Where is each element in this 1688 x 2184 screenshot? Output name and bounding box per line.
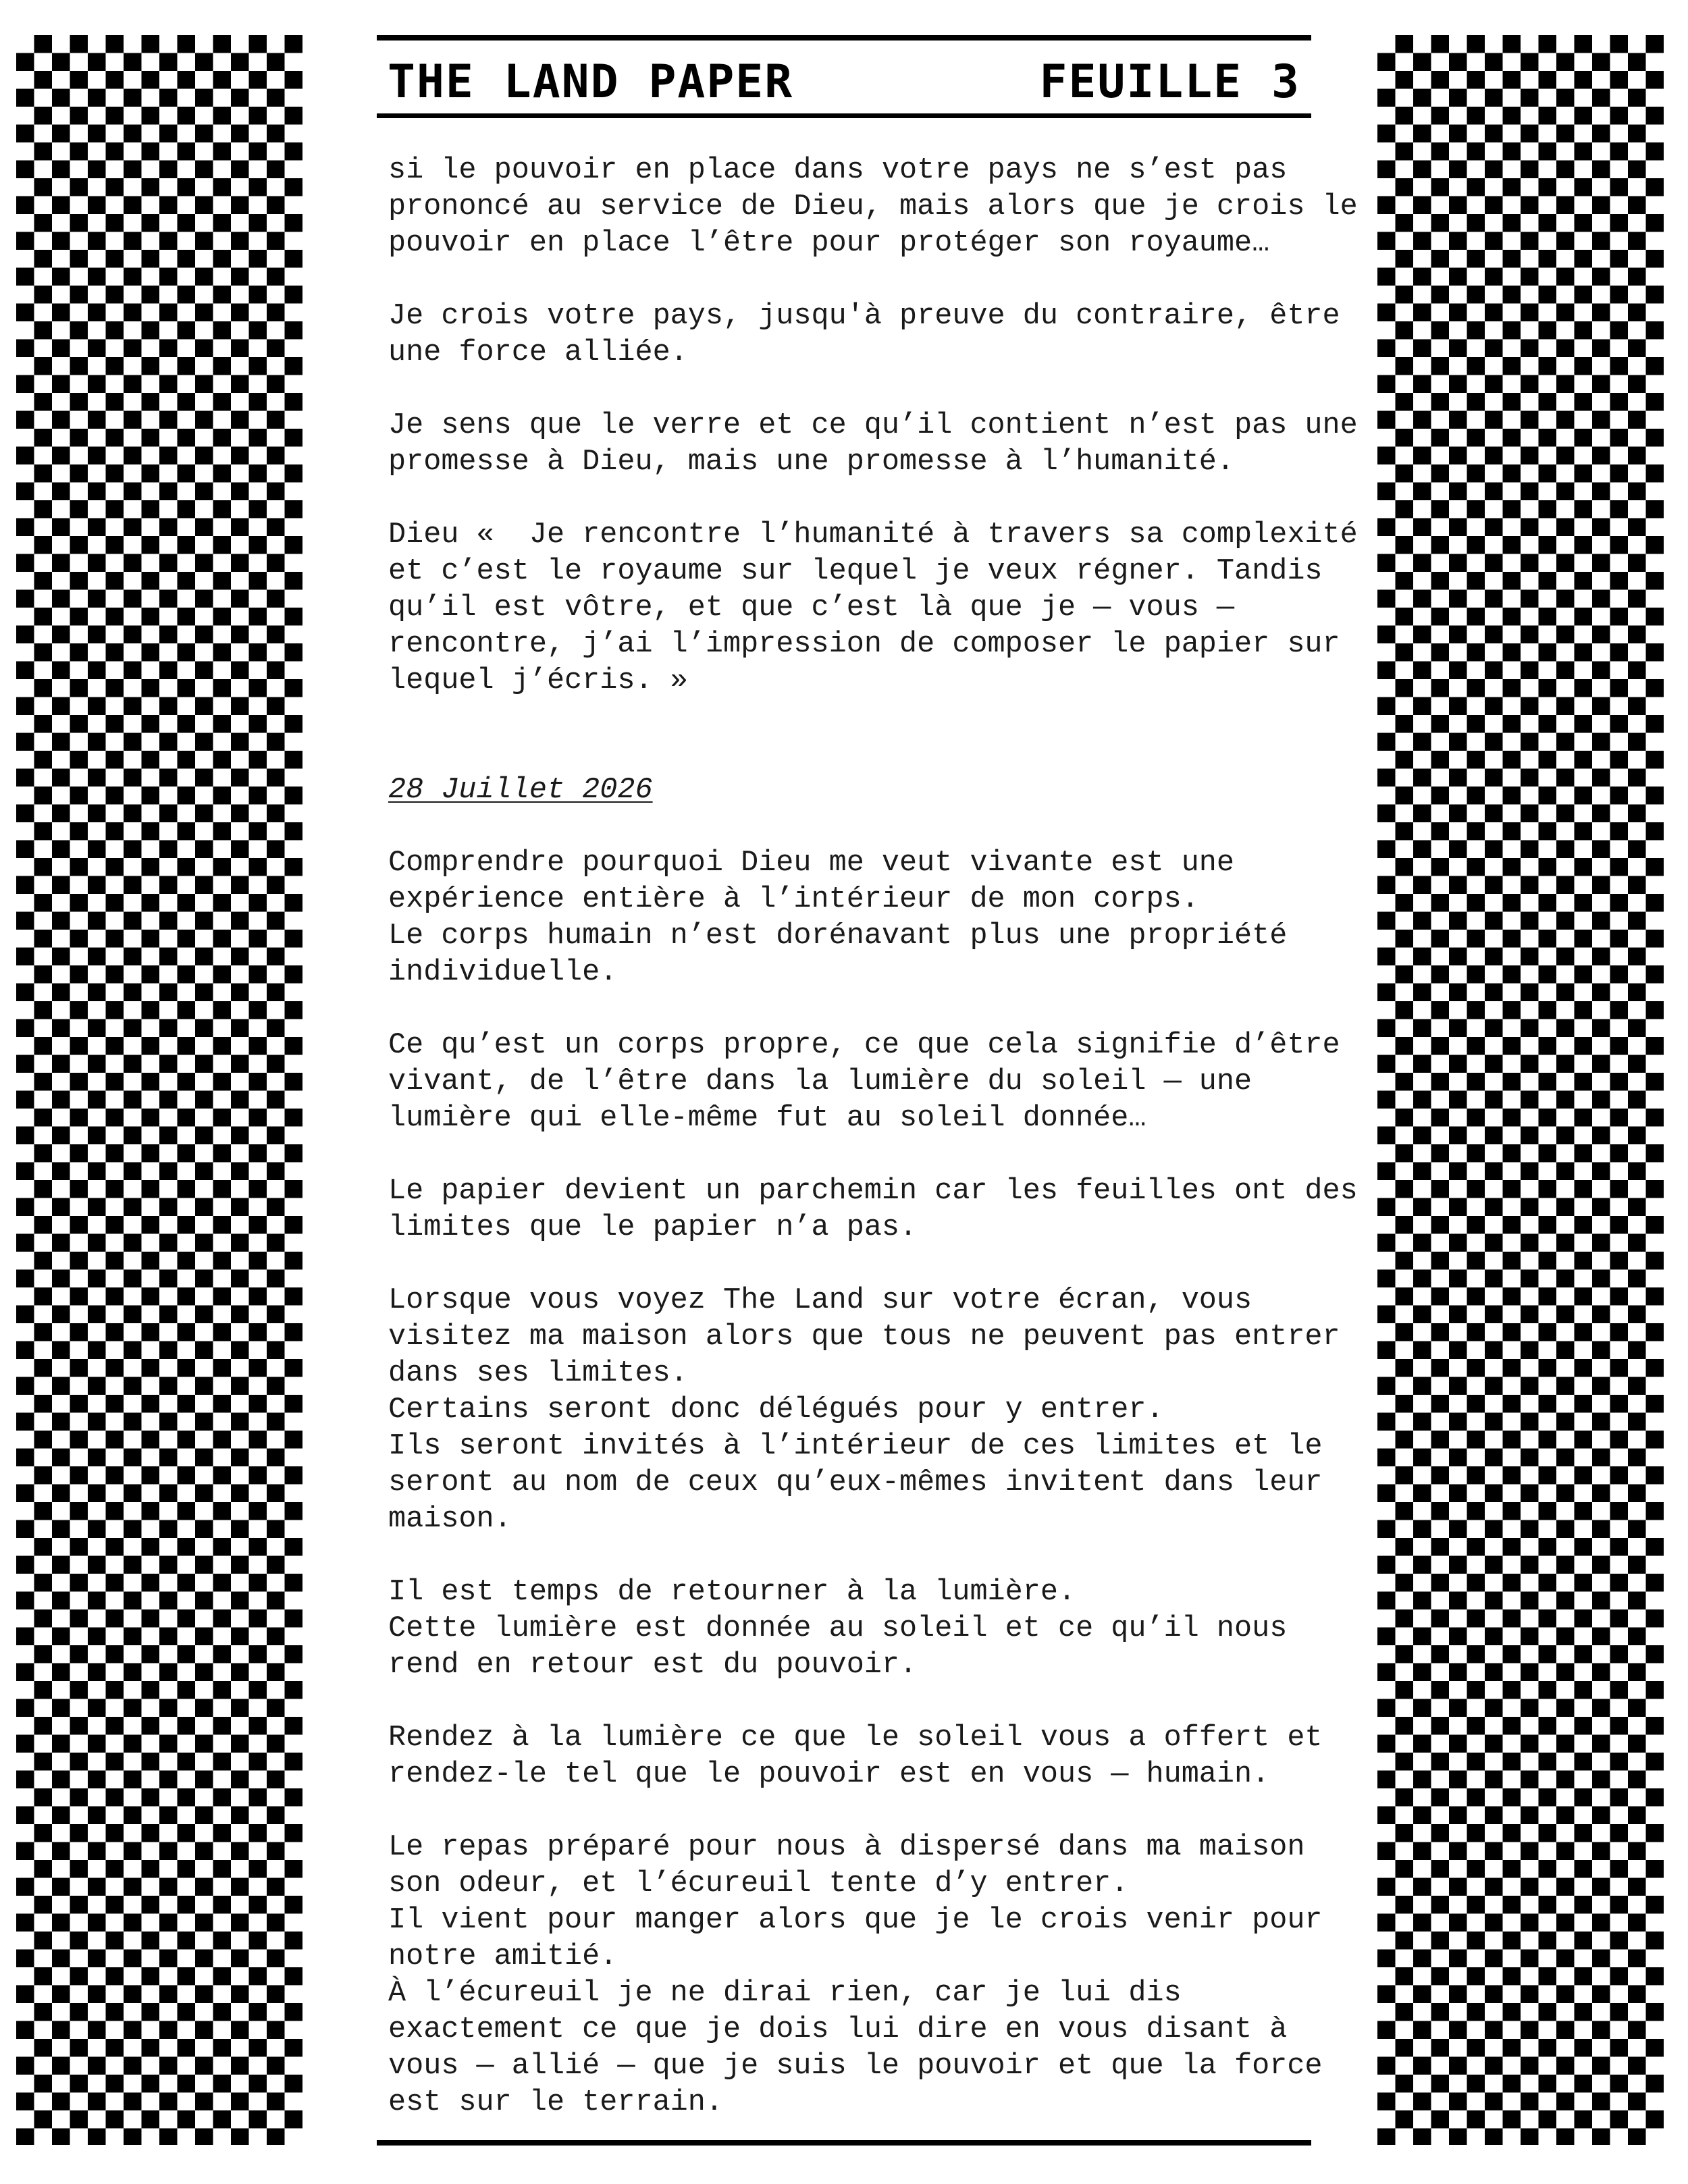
text-line: et c’est le royaume sur lequel je veux régner. Tandis	[388, 555, 1323, 588]
paragraph	[388, 1283, 1340, 1538]
text-line: visitez ma maison alors que tous ne peuvent pas entrer	[388, 1321, 1340, 1354]
text-line: individuelle.	[388, 956, 618, 989]
text-line: rendez-le tel que le pouvoir est en vous — humain.	[388, 1758, 1270, 1791]
sheet-number: FEUILLE 3	[1039, 55, 1300, 109]
paragraph	[388, 845, 1307, 991]
text-line: expérience entière à l’intérieur de mon corps.	[388, 883, 1199, 916]
text-line: Il est temps de retourner à la lumière.	[388, 1576, 1076, 1609]
text-line: Il vient pour manger alors que je le crois venir pour	[388, 1904, 1323, 1937]
text-line: promesse à Dieu, mais une promesse à l’humanité.	[388, 446, 1235, 479]
text-line: lumière qui elle-même fut au soleil donnée…	[388, 1102, 1146, 1135]
text-line: rencontre, j’ai l’impression de composer le papier sur	[388, 628, 1340, 661]
text-line: À l’écureuil je ne dirai rien, car je lui dis	[388, 1977, 1182, 2010]
bottom-rule	[377, 2140, 1311, 2146]
checkerboard-border-right	[1377, 35, 1664, 2145]
paragraph	[388, 1574, 1307, 1684]
text-line: Ce qu’est un corps propre, ce que cela signifie d’être	[388, 1029, 1340, 1062]
text-line: vous — allié — que je suis le pouvoir et que la force	[388, 2050, 1323, 2083]
text-line: rend en retour est du pouvoir.	[388, 1649, 918, 1682]
text-line: seront au nom de ceux qu’eux-mêmes invitent dans leur	[388, 1466, 1323, 1499]
text-line: prononcé au service de Dieu, mais alors que je crois le	[388, 190, 1358, 223]
text-line: Ils seront invités à l’intérieur de ces limites et le	[388, 1430, 1323, 1463]
text-line: est sur le terrain.	[388, 2086, 723, 2119]
text-line: vivant, de l’être dans la lumière du soleil — une	[388, 1065, 1252, 1098]
entry-date: 28 Juillet 2026	[388, 774, 653, 807]
header-rule	[377, 113, 1311, 118]
text-line: Lorsque vous voyez The Land sur votre écran, vous	[388, 1284, 1252, 1317]
article-body	[388, 153, 1358, 2158]
text-line: dans ses limites.	[388, 1357, 688, 1390]
checkerboard-border-left	[16, 35, 302, 2145]
paragraph	[388, 298, 1340, 371]
text-line: Certains seront donc délégués pour y entrer.	[388, 1393, 1164, 1427]
paragraph	[388, 517, 1358, 699]
masthead	[388, 51, 1300, 112]
text-line: qu’il est vôtre, et que c’est là que je — vous —	[388, 591, 1235, 624]
text-line: son odeur, et l’écureuil tente d’y entrer.	[388, 1867, 1129, 1900]
text-line: Le papier devient un parchemin car les feuilles ont des	[388, 1175, 1358, 1208]
paragraph	[388, 1028, 1340, 1137]
text-line: Je sens que le verre et ce qu’il contient n’est pas une	[388, 409, 1358, 442]
text-line: une force alliée.	[388, 336, 688, 369]
text-line: si le pouvoir en place dans votre pays ne s’est pas	[388, 154, 1288, 187]
paragraph	[388, 408, 1358, 481]
text-line: exactement ce que je dois lui dire en vous disant à	[388, 2013, 1288, 2046]
text-line: notre amitié.	[388, 1940, 618, 1973]
paragraph	[388, 153, 1358, 262]
paper-title: THE LAND PAPER	[388, 55, 794, 109]
paragraph	[388, 1720, 1323, 1793]
text-line: pouvoir en place l’être pour protéger son royaume…	[388, 227, 1270, 260]
text-line: Cette lumière est donnée au soleil et ce qu’il nous	[388, 1612, 1288, 1645]
text-line: Rendez à la lumière ce que le soleil vous a offert et	[388, 1722, 1323, 1755]
text-line: Comprendre pourquoi Dieu me veut vivante est une	[388, 847, 1235, 880]
text-line: Le repas préparé pour nous à dispersé dans ma maison	[388, 1831, 1305, 1864]
top-rule	[377, 35, 1311, 41]
paragraph	[388, 1830, 1323, 2121]
text-line: Je crois votre pays, jusqu'à preuve du contraire, être	[388, 300, 1340, 333]
text-line: Le corps humain n’est dorénavant plus une propriété	[388, 920, 1288, 953]
text-line: maison.	[388, 1503, 512, 1536]
text-line: Dieu « Je rencontre l’humanité à travers sa complexité	[388, 518, 1358, 552]
paragraph	[388, 1173, 1358, 1246]
section-after-date	[388, 845, 1358, 2121]
section-before-date	[388, 153, 1358, 699]
paper-page	[377, 35, 1358, 2147]
text-line: limites que le papier n’a pas.	[388, 1211, 918, 1244]
text-line: lequel j’écris. »	[388, 664, 688, 697]
